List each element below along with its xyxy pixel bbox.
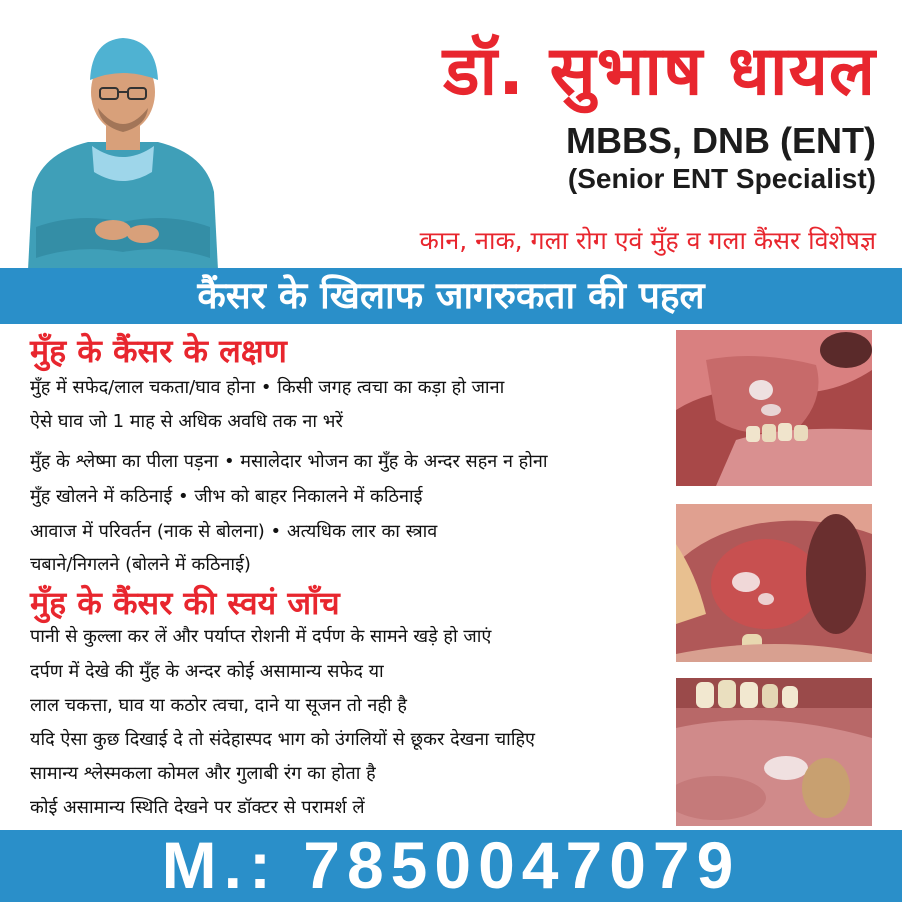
self-exam-line: दर्पण में देखे की मुँह के अन्दर कोई असामान्य सफेद या <box>30 661 384 682</box>
header <box>236 30 876 196</box>
self-exam-line: कोई असामान्य स्थिति देखने पर डॉक्टर से परामर्श लें <box>30 797 365 818</box>
symptom-line: ऐसे घाव जो 1 माह से अधिक अवधि तक ना भरें <box>30 411 343 432</box>
oral-lesion-photo-1 <box>676 330 872 486</box>
symptom-line: मुँह के श्लेष्मा का पीला पड़ना • मसालेदार भोजन का मुँह के अन्दर सहन न होना <box>30 451 548 472</box>
self-exam-line: पानी से कुल्ला कर लें और पर्याप्त रोशनी में दर्पण के सामने खड़े हो जाएं <box>30 626 492 647</box>
specialization-subtitle: कान, नाक, गला रोग एवं मुँह व गला कैंसर विशेषज्ञ <box>419 226 876 255</box>
symptom-line: आवाज में परिवर्तन (नाक से बोलना) • अत्यधिक लार का स्त्राव <box>30 521 438 542</box>
oral-lesion-photo-2 <box>676 504 872 662</box>
oral-lesion-photo-3 <box>676 678 872 826</box>
symptom-line: चबाने/निगलने (बोलने में कठिनाई) <box>30 554 251 575</box>
doctor-degree: MBBS, DNB (ENT) <box>566 120 876 161</box>
doctor-portrait <box>18 22 228 270</box>
doctor-specialty: (Senior ENT Specialist) <box>567 163 876 194</box>
phone-number[interactable]: M.: 7850047079 <box>161 828 741 902</box>
self-exam-line: यदि ऐसा कुछ दिखाई दे तो संदेहास्पद भाग को उंगलियों से छूकर देखना चाहिए <box>30 729 535 750</box>
self-exam-title: मुँह के कैंसर की स्वयं जाँच <box>30 584 340 622</box>
symptom-line: मुँह खोलने में कठिनाई • जीभ को बाहर निकालने में कठिनाई <box>30 486 423 507</box>
symptom-line: मुँह में सफेद/लाल चकता/घाव होना • किसी जगह त्वचा का कड़ा हो जाना <box>30 377 505 398</box>
doctor-name: डॉ. सुभाष धायल <box>443 32 876 111</box>
self-exam-line: लाल चकत्ता, घाव या कठोर त्वचा, दाने या सूजन तो नही है <box>30 695 407 716</box>
self-exam-line: सामान्य श्लेस्मकला कोमल और गुलाबी रंग का होता है <box>30 763 376 784</box>
awareness-banner: कैंसर के खिलाफ जागरुकता की पहल <box>0 268 902 324</box>
symptoms-title: मुँह के कैंसर के लक्षण <box>30 332 287 370</box>
